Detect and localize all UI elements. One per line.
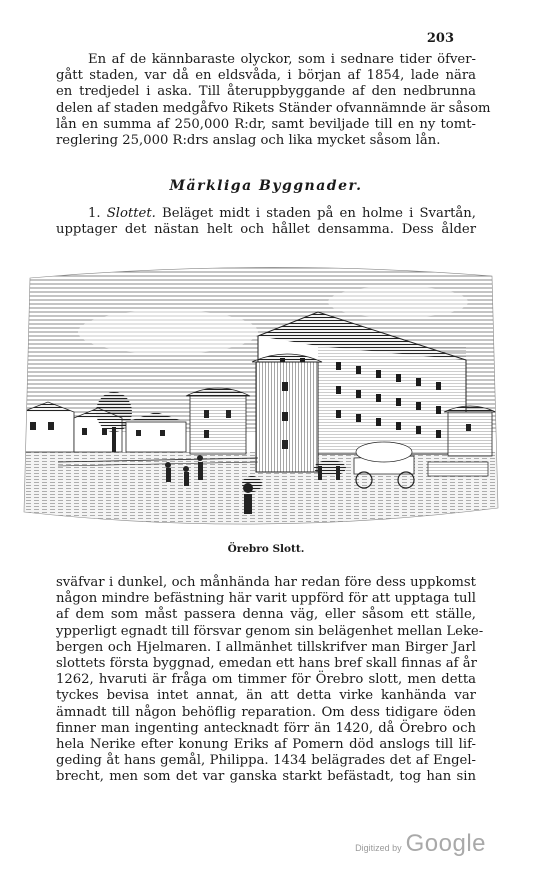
text-line: ämnadt till någon behöflig reparation. Om dess tidigare öden (56, 704, 476, 720)
text-line: någon mindre befästning här varit uppförd för att upptaga tull (56, 591, 476, 607)
text-line: ypperligt egnadt till försvar genom sin belägenhet mellan Leke- (56, 623, 484, 639)
intro-paragraph (56, 52, 491, 149)
orebro-castle-engraving (18, 262, 504, 530)
text-line: en tredjedel i aska. Till återuppbyggande af den nedbrunna (56, 84, 476, 100)
figure-caption: Örebro Slott. (227, 543, 305, 555)
text-line: upptager det nästan helt och hållet densamma. Dess ålder (56, 222, 476, 238)
google-logo: Google (405, 830, 486, 857)
text-line: brecht, men som det var ganska starkt befästadt, tog han sin (56, 769, 476, 785)
text-line: hela Nerike efter konung Eriks af Pomern död anslogs till lif- (56, 737, 476, 753)
text-line: reglering 25,000 R:drs anslag och lika mycket såsom lån. (56, 133, 441, 149)
text-line: tyckes bevisa intet annat, än att detta virke kanhända var (56, 688, 476, 704)
text-line: delen af staden medgåfvo Rikets Ständer ofvannämnde är såsom (56, 100, 491, 116)
text-line: 1262, hvaruti är fråga om timmer för Örebro slott, men detta (56, 672, 476, 688)
text-line: En af de kännbaraste olyckor, som i sednare tider öfver- (88, 52, 476, 67)
body-paragraph (56, 575, 484, 786)
item-term: Slottet. (106, 206, 156, 221)
text-line: geding åt hans gemål, Philippa. 1434 belägrades det af Engel- (56, 753, 476, 769)
text-line: lån en summa af 250,000 R:dr, samt beviljade till en ny tomt- (56, 116, 476, 132)
text-line: finner man ingenting antecknadt förr än 1420, då Örebro och (56, 720, 476, 736)
item-text: Beläget midt i staden på en holme i Svartån, (162, 206, 476, 221)
item-number: 1. (88, 206, 101, 221)
section-heading: Märkliga Byggnader. (169, 178, 363, 194)
slottet-paragraph (56, 206, 476, 238)
text-line: sväfvar i dunkel, och månhända har redan före dess uppkomst (56, 575, 476, 590)
digitized-watermark (355, 830, 486, 858)
text-line: gått staden, var då en eldsvåda, i början af 1854, lade nära (56, 68, 476, 84)
watermark-prefix: Digitized by (355, 843, 402, 853)
page-number: 203 (426, 31, 454, 46)
text-line: af dem som måst passera denna väg, eller såsom ett ställe, (56, 607, 476, 623)
text-line: slottets första byggnad, emedan ett hans bref skall finnas af år (56, 656, 477, 672)
text-line (56, 206, 476, 222)
text-line: bergen och Hjelmaren. I allmänhet tillskrifver man Birger Jarl (56, 639, 476, 655)
